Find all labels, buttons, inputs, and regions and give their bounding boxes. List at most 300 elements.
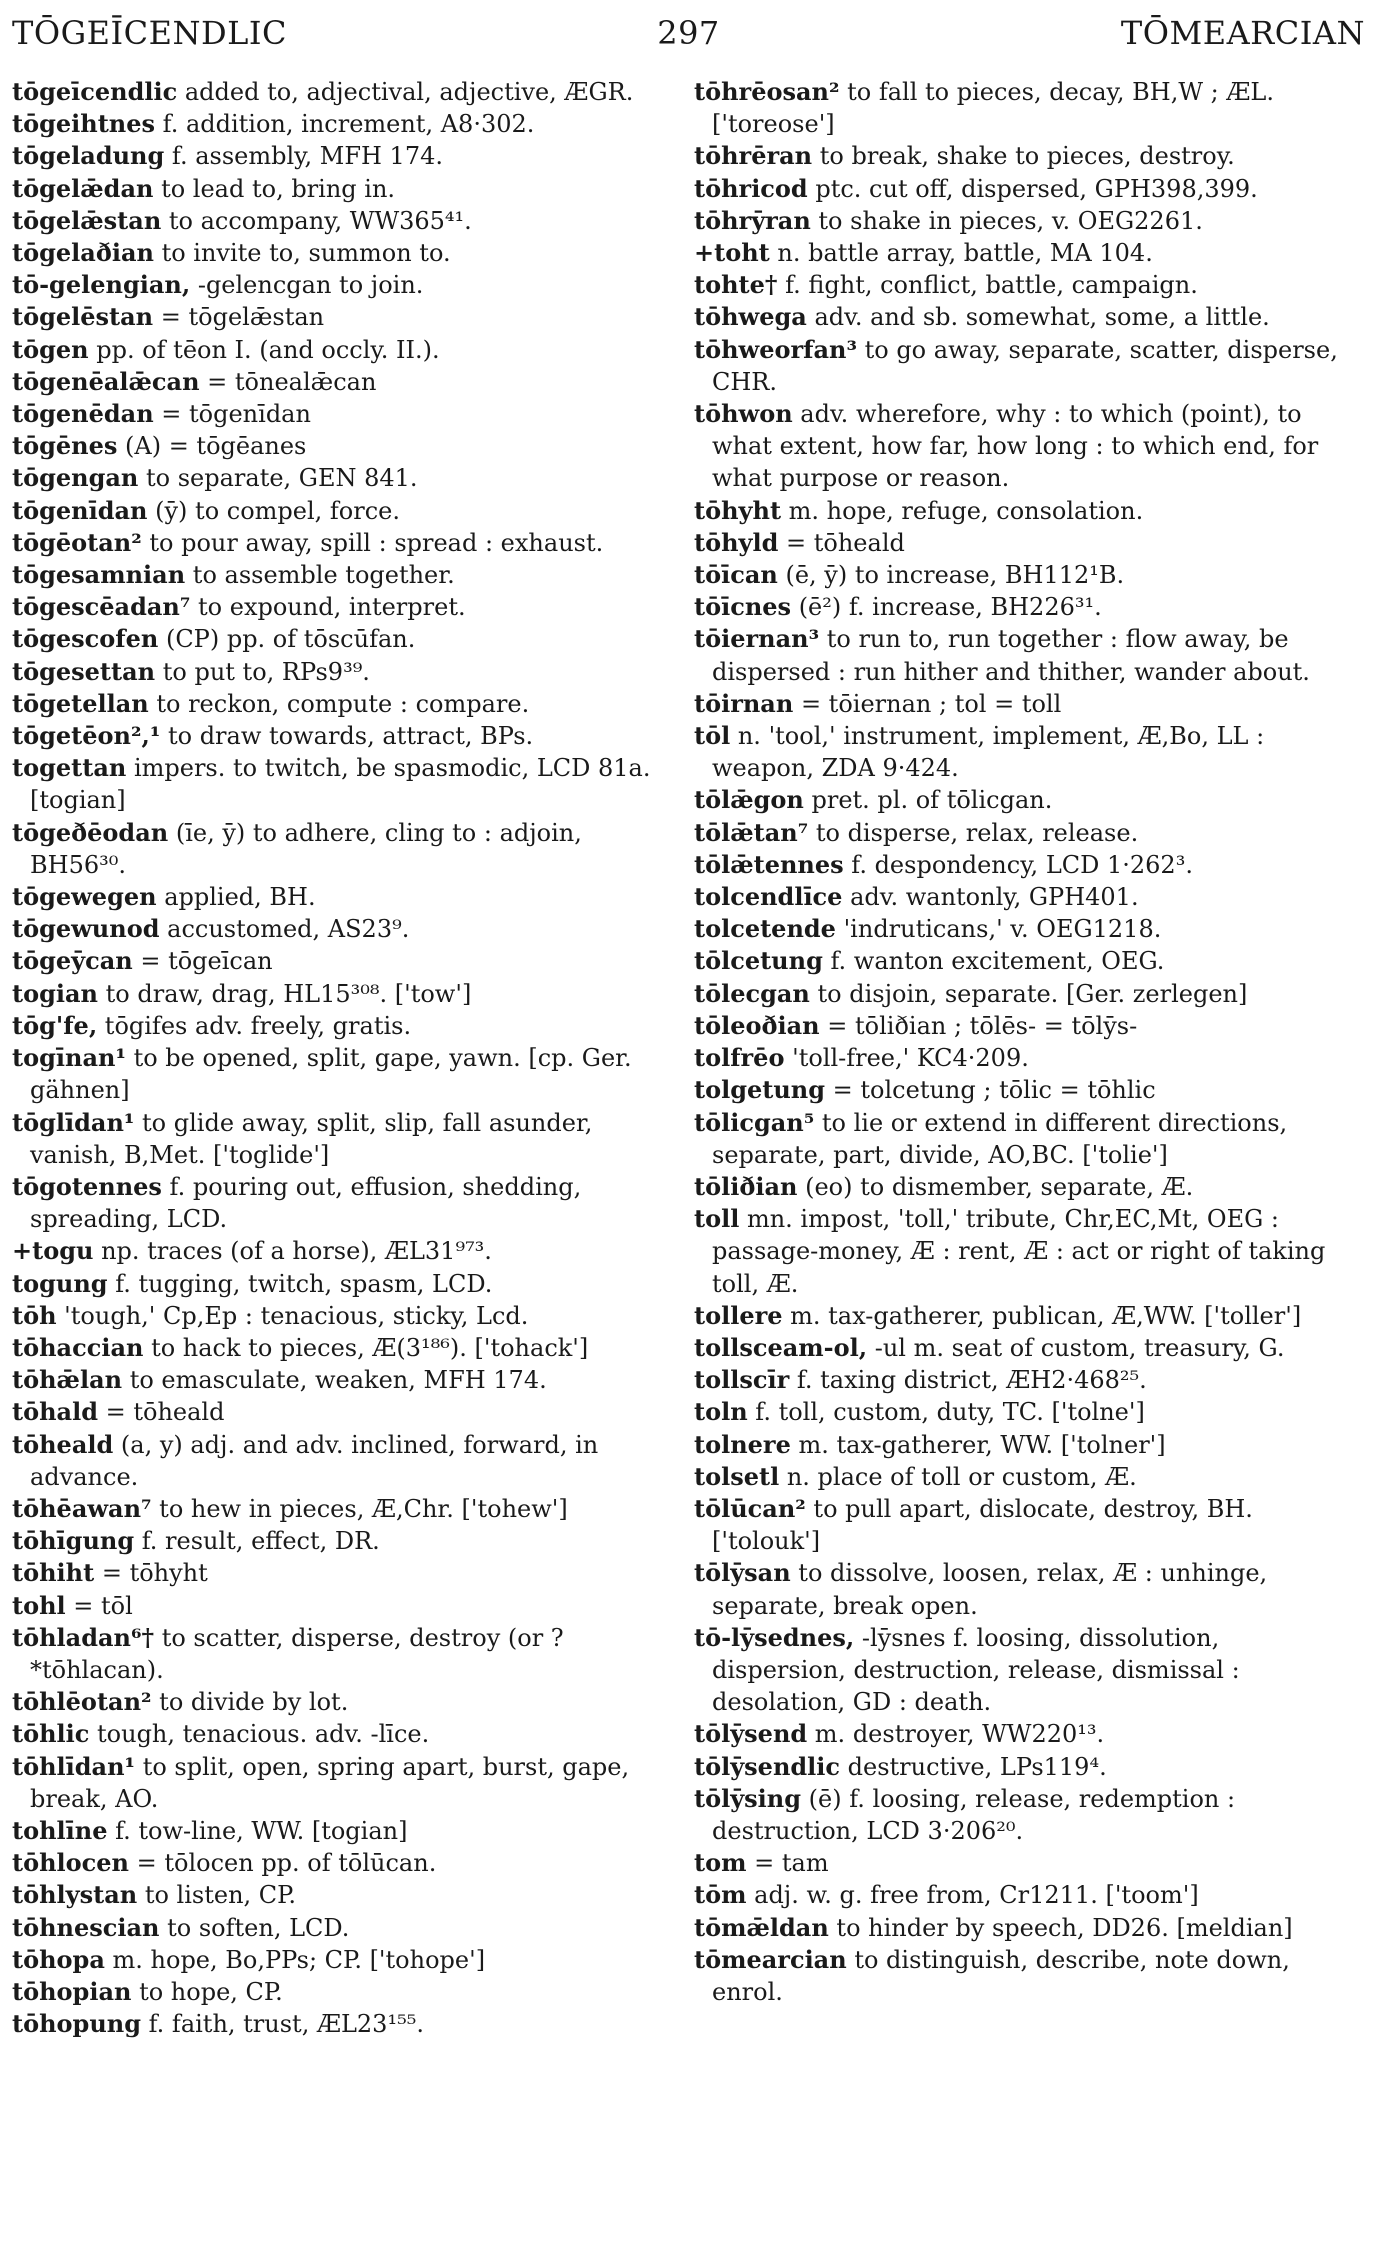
entry-definition: (īe, ȳ) to adhere, cling to : adjoin, BH56³⁰. [30,818,582,879]
dictionary-entry [12,913,672,945]
entry-headword: tom [694,1848,747,1878]
entry-definition: = tōl [65,1591,133,1620]
entry-definition: to pour away, spill : spread : exhaust. [141,528,604,557]
dictionary-entry [694,1461,1354,1493]
dictionary-entry [694,623,1354,687]
entry-headword: tōlȳsendlic [694,1751,841,1781]
dictionary-entry [694,76,1354,140]
entry-definition: to divide by lot. [151,1688,349,1717]
entry-definition: to distinguish, describe, note down, enrol. [712,1945,1290,2006]
dictionary-entry [694,688,1354,720]
entry-headword: tōhyht [694,495,782,525]
dictionary-entry [12,881,672,913]
page-number: 297 [657,14,720,52]
entry-definition: -lȳsnes f. loosing, dissolution, dispersion, destruction, release, dismissal : desolation, GD : death. [712,1623,1240,1717]
entry-definition: n. place of toll or custom, Æ. [779,1462,1137,1491]
entry-headword: tolcetende [694,914,836,944]
entry-headword: togung [12,1268,108,1298]
entry-definition: tōgifes adv. freely, gratis. [97,1011,412,1040]
entry-headword: tolnere [694,1429,791,1459]
dictionary-entry [694,784,1354,816]
entry-headword: tohlīne [12,1815,108,1845]
dictionary-entry [694,1107,1354,1171]
entry-headword: tōgewegen [12,882,157,912]
dictionary-entry [12,945,672,977]
dictionary-entry [694,269,1354,301]
entry-definition: to emasculate, weaken, MFH 174. [122,1366,547,1395]
dictionary-entry [694,978,1354,1010]
entry-headword: tōm [694,1880,747,1910]
entry-headword: tohl [12,1590,66,1620]
dictionary-entry [12,1493,672,1525]
dictionary-entry [12,623,672,655]
entry-headword: toln [694,1397,748,1427]
entry-definition: f. faith, trust, ÆL23¹⁵⁵. [141,2010,424,2039]
entry-definition: np. traces (of a horse), ÆL31⁹⁷³. [93,1237,492,1266]
entry-headword: tōhwega [694,302,807,332]
dictionary-entry [12,140,672,172]
entry-definition: = tōhyht [94,1559,208,1588]
entry-definition: -gelencgan to join. [190,271,424,300]
dictionary-entry [694,1718,1354,1750]
entry-definition: to disperse, relax, release. [808,818,1139,847]
entry-definition: to invite to, summon to. [153,239,451,268]
entry-headword: tōīcnes [694,592,792,622]
entry-definition: = tōlocen pp. of tōlūcan. [129,1849,437,1878]
entry-definition: mn. impost, 'toll,' tribute, Chr,EC,Mt, OEG : passage-money, Æ : rent, Æ : act or right of taking toll, Æ. [712,1205,1326,1298]
dictionary-entry [12,1847,672,1879]
entry-headword: tōlǣtennes [694,849,844,879]
dictionary-entry [12,817,672,881]
entry-headword: tolcendlīce [694,882,843,912]
dictionary-entry [12,462,672,494]
entry-headword: tōgeȳcan [12,946,133,976]
entry-definition: (ē, ȳ) to increase, BH112¹B. [777,561,1125,590]
entry-definition: to lie or extend in different directions, separate, part, divide, AO,BC. ['tolie'] [712,1108,1288,1169]
entry-headword: tōhīgung [12,1526,135,1556]
entry-definition: f. addition, increment, A8·302. [155,110,535,139]
entry-headword: tōgenīdan [12,495,148,525]
entry-definition: ptc. cut off, dispersed, GPH398,399. [807,174,1258,203]
dictionary-entry [694,1364,1354,1396]
dictionary-entry [12,591,672,623]
dictionary-entry [694,591,1354,623]
entry-definition: to draw, drag, HL15³⁰⁸. ['tow'] [98,979,472,1008]
dictionary-entry [694,1332,1354,1364]
entry-headword: toll [694,1204,740,1234]
entry-definition: to run to, run together : flow away, be dispersed : run hither and thither, wander about. [712,625,1310,686]
entry-definition: to reckon, compute : compare. [148,689,530,718]
entry-headword: tōgescēadan⁷ [12,592,191,622]
entry-definition: = tōgenīdan [153,400,311,429]
dictionary-entry [694,1300,1354,1332]
entry-definition: to pull apart, dislocate, destroy, BH. ['tolouk'] [712,1494,1253,1556]
header-first-word: TŌGEĪCENDLIC [12,14,288,52]
dictionary-entry [12,495,672,527]
entry-definition: to hinder by speech, DD26. [meldian] [828,1913,1293,1942]
entry-definition: to disjoin, separate. [Ger. zerlegen] [809,979,1248,1008]
entry-definition: (ȳ) to compel, force. [147,496,400,525]
dictionary-entry [12,1235,672,1267]
entry-definition: pp. of tēon I. (and occly. II.). [88,335,440,364]
entry-definition: f. taxing district, ÆH2·468²⁵. [789,1366,1147,1395]
entry-headword: tōgēnes [12,431,118,461]
entry-definition: 'toll-free,' KC4·209. [784,1044,1029,1073]
entry-definition: to scatter, disperse, destroy (or ? *tōhlacan). [30,1623,564,1684]
dictionary-entry [12,1590,672,1622]
dictionary-entry [694,1912,1354,1944]
dictionary-entry [694,495,1354,527]
dictionary-entry [12,688,672,720]
entry-definition: f. tow-line, WW. [togian] [107,1816,408,1845]
dictionary-entry [12,205,672,237]
entry-definition: to soften, LCD. [159,1913,350,1942]
entry-definition: adv. wherefore, why : to which (point), to what extent, how far, how long : to which end, for what purpose or reason. [712,400,1319,493]
entry-headword: tōlȳsing [694,1783,802,1813]
dictionary-entry [12,1686,672,1718]
entry-headword: tōhyld [694,527,779,557]
dictionary-entry [694,1010,1354,1042]
dictionary-entry [12,430,672,462]
entry-headword: tōgelaðian [12,238,154,268]
entry-definition: m. hope, refuge, consolation. [781,496,1144,525]
entry-definition: adv. and sb. somewhat, some, a little. [806,303,1270,332]
dictionary-entry [694,1203,1354,1300]
entry-headword: tōheald [12,1429,114,1459]
entry-headword: tōhlic [12,1719,90,1749]
entry-headword: tōleoðian [694,1010,820,1040]
entry-definition: to draw towards, attract, BPs. [160,722,534,751]
entry-definition: f. despondency, LCD 1·262³. [843,850,1193,879]
entry-headword: tōhopung [12,2009,142,2039]
entry-definition: m. destroyer, WW220¹³. [807,1720,1105,1749]
entry-definition: to expound, interpret. [190,593,466,622]
entry-definition: -ul m. seat of custom, treasury, G. [867,1333,1285,1362]
dictionary-entry [12,334,672,366]
entry-headword: tōgesamnian [12,560,186,590]
dictionary-entry [12,1557,672,1589]
entry-definition: applied, BH. [156,883,316,912]
entry-headword: tōirnan [694,688,794,718]
entry-definition: 'tough,' Cp,Ep : tenacious, sticky, Lcd. [56,1301,529,1330]
entry-headword: tollscīr [694,1365,790,1395]
entry-headword: tolgetung [694,1075,826,1105]
entry-definition: (a, y) adj. and adv. inclined, forward, in advance. [30,1430,599,1491]
entry-definition: (eo) to dismember, separate, Æ. [797,1172,1194,1201]
entry-definition: m. tax-gatherer, publican, Æ,WW. ['toller'] [782,1301,1302,1330]
entry-headword: tolsetl [694,1461,780,1491]
entry-headword: tōhlystan [12,1880,138,1910]
entry-definition: added to, adjectival, adjective, ÆGR. [177,78,634,106]
entry-headword: tōhēawan⁷ [12,1493,152,1523]
entry-headword: tōlecgan [694,978,810,1008]
entry-headword: tōiernan³ [694,624,820,654]
dictionary-entry [694,1074,1354,1106]
dictionary-entry [694,205,1354,237]
entry-definition: m. hope, Bo,PPs; CP. ['tohope'] [104,1945,486,1974]
entry-headword: tōhǣlan [12,1365,123,1395]
dictionary-entry [12,1042,672,1106]
entry-columns [12,76,1365,2040]
dictionary-entry [694,398,1354,495]
entry-definition: = tōgeīcan [132,947,273,976]
dictionary-entry [694,527,1354,559]
dictionary-entry [12,173,672,205]
entry-headword: tolfrēo [694,1043,785,1073]
dictionary-entry [12,1912,672,1944]
entry-definition: = tōliðian ; tōlēs- = tōlȳs- [819,1011,1138,1040]
page-header [12,14,1365,60]
entry-definition: f. toll, custom, duty, TC. ['tolne'] [747,1398,1145,1427]
entry-definition: impers. to twitch, be spasmodic, LCD 81a. [togian] [30,754,651,815]
entry-definition: = tōnealǣcan [199,367,377,396]
entry-definition: 'indruticans,' v. OEG1218. [835,915,1162,944]
dictionary-entry [694,1879,1354,1911]
dictionary-entry [12,269,672,301]
entry-definition: to be opened, split, gape, yawn. [cp. Ger. gähnen] [30,1044,632,1105]
entry-headword: tōmearcian [694,1944,847,1974]
dictionary-entry [12,1815,672,1847]
entry-definition: to dissolve, loosen, relax, Æ : unhinge, separate, break open. [712,1559,1268,1620]
entry-headword: togettan [12,753,127,783]
entry-headword: tōlǣtan⁷ [694,817,809,847]
entry-definition: = tam [746,1849,829,1878]
dictionary-entry [12,978,672,1010]
dictionary-entry [12,1944,672,1976]
dictionary-entry [12,1268,672,1300]
dictionary-entry [694,720,1354,784]
dictionary-entry [12,1010,672,1042]
entry-headword: +togu [12,1236,94,1266]
right-column [694,76,1354,2040]
entry-headword: +toht [694,238,770,268]
dictionary-entry [12,366,672,398]
dictionary-entry [694,817,1354,849]
entry-headword: tōhricod [694,173,808,203]
entry-definition: f. tugging, twitch, spasm, LCD. [107,1269,493,1298]
entry-headword: tōhrēosan² [694,77,840,106]
entry-headword: tōlcetung [694,946,823,976]
entry-headword: tō-lȳsednes, [694,1622,855,1652]
entry-headword: tōhlēotan² [12,1687,152,1717]
entry-headword: tōlǣgon [694,785,804,815]
dictionary-entry [12,1300,672,1332]
entry-headword: tohte† [694,270,778,300]
dictionary-entry [694,1783,1354,1847]
entry-headword: tōlicgan⁵ [694,1107,815,1137]
entry-definition: tough, tenacious. adv. -līce. [89,1720,430,1749]
entry-headword: tōgenēdan [12,399,154,429]
entry-definition: to hew in pieces, Æ,Chr. ['tohew'] [151,1494,568,1523]
dictionary-entry [12,1879,672,1911]
dictionary-entry [12,1429,672,1493]
entry-headword: togīnan¹ [12,1043,126,1073]
dictionary-entry [694,1944,1354,2008]
entry-definition: to glide away, split, slip, fall asunder, vanish, B,Met. ['toglide'] [30,1108,593,1169]
entry-headword: tōg'fe, [12,1010,98,1040]
entry-definition: to go away, separate, scatter, disperse, CHR. [712,335,1338,396]
entry-headword: tōgewunod [12,914,160,944]
dictionary-entry [12,301,672,333]
dictionary-entry [694,945,1354,977]
entry-definition: to lead to, bring in. [153,174,396,203]
entry-headword: tōgelēstan [12,302,154,332]
entry-headword: tōglīdan¹ [12,1107,135,1137]
dictionary-entry [694,881,1354,913]
entry-headword: tō-gelengian, [12,270,191,300]
dictionary-entry [694,237,1354,269]
entry-headword: tōliðian [694,1171,798,1201]
entry-definition: f. pouring out, effusion, shedding, spreading, LCD. [30,1172,582,1234]
entry-headword: tōgenēalǣcan [12,366,200,396]
dictionary-entry [694,173,1354,205]
entry-headword: tōgelǣdan [12,173,154,203]
entry-headword: tōhopian [12,1976,132,2006]
dictionary-entry [694,301,1354,333]
dictionary-entry [12,1107,672,1171]
entry-headword: tōgesettan [12,656,156,686]
entry-definition: m. tax-gatherer, WW. ['tolner'] [790,1430,1166,1459]
dictionary-entry [694,559,1354,591]
entry-definition: = tōgelǣstan [153,303,325,332]
entry-headword: tōgetellan [12,688,149,718]
dictionary-entry [12,527,672,559]
dictionary-entry [694,849,1354,881]
dictionary-entry [694,1493,1354,1557]
entry-definition: = tolcetung ; tōlic = tōhlic [825,1076,1156,1105]
dictionary-entry [694,140,1354,172]
dictionary-entry [694,1751,1354,1783]
entry-headword: tōgotennes [12,1171,162,1201]
entry-definition: pret. pl. of tōlicgan. [803,786,1053,815]
dictionary-entry [12,76,672,108]
entry-definition: to hope, CP. [131,1977,283,2006]
left-column [12,76,672,2040]
entry-headword: tōgeihtnes [12,109,156,139]
entry-headword: tōhnescian [12,1912,160,1942]
dictionary-entry [12,108,672,140]
entry-headword: tōhald [12,1397,98,1427]
entry-headword: tōgeladung [12,141,165,171]
entry-headword: tōgen [12,334,89,364]
dictionary-entry [694,1396,1354,1428]
entry-definition: adj. w. g. free from, Cr1211. ['toom'] [746,1881,1199,1910]
entry-definition: to break, shake to pieces, destroy. [812,142,1235,171]
dictionary-entry [694,1622,1354,1719]
dictionary-entry [12,752,672,816]
dictionary-entry [12,1396,672,1428]
entry-headword: tōhopa [12,1944,105,1974]
dictionary-entry [694,334,1354,398]
entry-headword: tōhiht [12,1558,95,1588]
dictionary-entry [12,398,672,430]
entry-definition: = tōheald [98,1398,225,1427]
dictionary-entry [12,1751,672,1815]
entry-headword: tōl [694,721,731,751]
entry-definition: to separate, GEN 841. [138,464,418,493]
dictionary-entry [12,1622,672,1686]
entry-definition: n. 'tool,' instrument, implement, Æ,Bo, LL : weapon, ZDA 9·424. [712,722,1265,783]
dictionary-entry [694,1429,1354,1461]
entry-headword: tōh [12,1300,57,1330]
entry-definition: to listen, CP. [137,1881,297,1910]
entry-headword: tōhrēran [694,141,813,171]
dictionary-entry [12,237,672,269]
entry-headword: tōhwon [694,399,793,429]
entry-definition: f. wanton excitement, OEG. [822,947,1165,976]
entry-definition: to hack to pieces, Æ(3¹⁸⁶). ['tohack'] [143,1333,589,1362]
entry-definition: to put to, RPs9³⁹. [155,657,370,686]
entry-definition: adv. wantonly, GPH401. [842,883,1139,912]
entry-headword: tōhlocen [12,1848,129,1878]
entry-definition: (A) = tōgēanes [117,432,307,461]
entry-definition: to fall to pieces, decay, BH,W ; ÆL. ['toreose'] [712,78,1274,139]
entry-headword: tōlūcan² [694,1493,806,1523]
entry-headword: tōhrȳran [694,205,811,235]
entry-headword: tōgēotan² [12,527,142,557]
entry-headword: tōgescofen [12,624,159,654]
entry-headword: tōīcan [694,560,778,590]
entry-headword: tōgeðēodan [12,817,169,847]
dictionary-entry [694,1557,1354,1621]
dictionary-entry [694,913,1354,945]
entry-definition: to split, open, spring apart, burst, gape, break, AO. [30,1752,630,1813]
entry-headword: togian [12,978,98,1008]
entry-definition: (ē²) f. increase, BH226³¹. [791,593,1102,622]
entry-headword: tōgengan [12,463,139,493]
entry-definition: accustomed, AS23⁹. [159,915,410,944]
dictionary-entry [12,2008,672,2040]
dictionary-entry [694,1847,1354,1879]
dictionary-entry [12,656,672,688]
entry-definition: (CP) pp. of tōscūfan. [158,625,416,654]
dictionary-entry [694,1171,1354,1203]
entry-headword: tōhlīdan¹ [12,1751,136,1781]
entry-headword: tōlȳsan [694,1558,791,1588]
entry-headword: tōmǣldan [694,1912,829,1942]
entry-headword: tōgeīcendlic [12,77,178,106]
entry-headword: tōhaccian [12,1332,144,1362]
entry-headword: tōlȳsend [694,1719,808,1749]
entry-headword: tōgetēon²,¹ [12,721,161,751]
header-last-word: TŌMEARCIAN [1120,14,1365,52]
entry-definition: = tōiernan ; tol = toll [793,689,1062,718]
entry-definition: n. battle array, battle, MA 104. [769,239,1153,268]
entry-definition: (ē) f. loosing, release, redemption : destruction, LCD 3·206²⁰. [712,1784,1236,1845]
dictionary-entry [12,1332,672,1364]
entry-headword: tōgelǣstan [12,205,162,235]
entry-headword: tōhweorfan³ [694,334,857,364]
entry-definition: to assemble together. [185,561,455,590]
dictionary-entry [12,559,672,591]
entry-headword: tollsceam-ol, [694,1332,868,1362]
entry-headword: tollere [694,1300,783,1330]
entry-definition: to accompany, WW365⁴¹. [161,206,472,235]
dictionary-entry [12,1976,672,2008]
entry-definition: f. assembly, MFH 174. [164,142,443,171]
dictionary-entry [12,1525,672,1557]
entry-definition: f. result, effect, DR. [134,1527,380,1556]
entry-definition: to shake in pieces, v. OEG2261. [810,206,1203,235]
entry-definition: = tōheald [778,528,905,557]
entry-definition: destructive, LPs119⁴. [840,1752,1107,1781]
dictionary-entry [12,1171,672,1235]
dictionary-entry [12,1718,672,1750]
dictionary-entry [12,720,672,752]
entry-headword: tōhladan⁶† [12,1622,155,1652]
entry-definition: f. fight, conflict, battle, campaign. [777,271,1198,300]
dictionary-entry [694,1042,1354,1074]
